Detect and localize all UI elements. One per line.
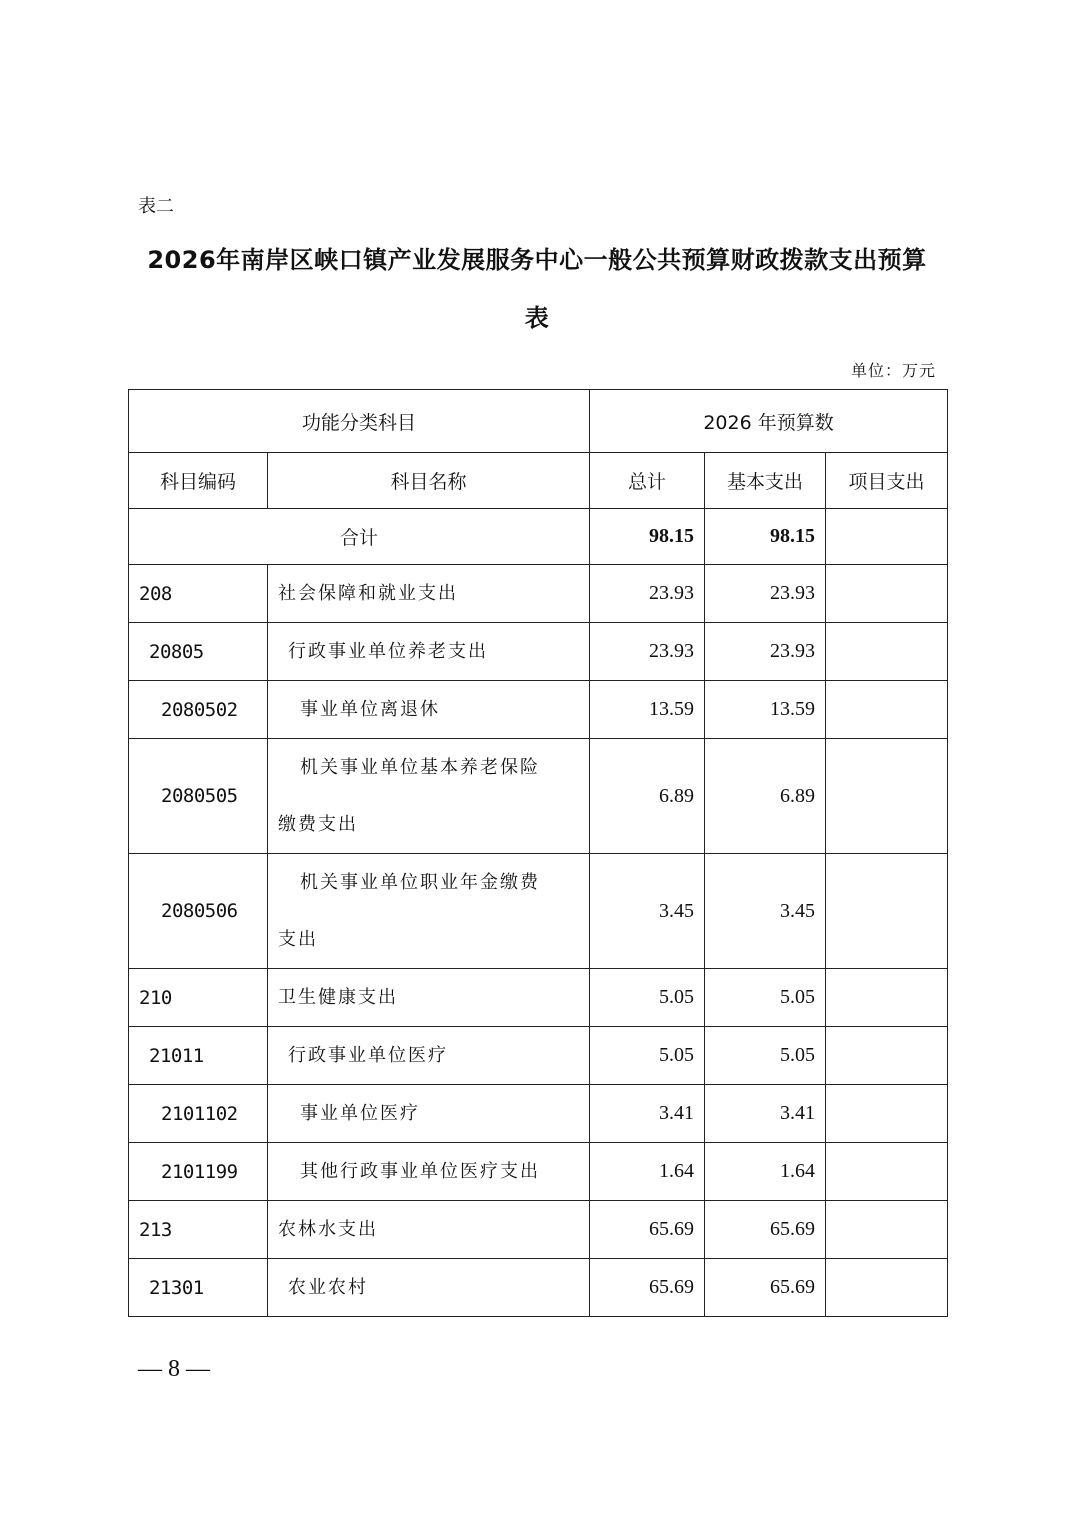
row-project: [826, 565, 948, 623]
row-code: 210: [129, 969, 268, 1027]
row-total: 5.05: [590, 969, 705, 1027]
row-project: [826, 1027, 948, 1085]
table-row: [129, 1143, 948, 1201]
row-code: 208: [129, 565, 268, 623]
header-row-group: [129, 390, 948, 453]
table-row: [129, 1201, 948, 1259]
unit-label: 单位：万元: [850, 361, 936, 380]
row-name: 卫生健康支出: [268, 969, 590, 1027]
header-code: 科目编码: [129, 453, 268, 509]
budget-table: [128, 389, 948, 1317]
row-code: 21301: [129, 1259, 268, 1317]
row-name: 事业单位医疗: [268, 1085, 590, 1143]
row-total: 3.41: [590, 1085, 705, 1143]
row-code: 21011: [129, 1027, 268, 1085]
document-title-continued: 表: [524, 304, 550, 332]
row-basic: 3.41: [705, 1085, 826, 1143]
table-row: [129, 854, 948, 969]
total-label: 合计: [129, 509, 590, 565]
row-project: [826, 623, 948, 681]
header-row-columns: [129, 453, 948, 509]
total-total: 98.15: [590, 509, 705, 565]
total-row: [129, 509, 948, 565]
table-label: 表二: [138, 196, 174, 217]
row-code: 2080506: [129, 854, 268, 969]
total-project: [826, 509, 948, 565]
row-total: 6.89: [590, 739, 705, 854]
header-budget-2026: 2026 年预算数: [590, 390, 948, 453]
row-total: 23.93: [590, 623, 705, 681]
row-name: 行政事业单位医疗: [268, 1027, 590, 1085]
row-name-line2: 支出: [278, 929, 318, 950]
row-project: [826, 681, 948, 739]
header-basic: 基本支出: [705, 453, 826, 509]
row-code: 20805: [129, 623, 268, 681]
table-row: [129, 1259, 948, 1317]
row-name: 农业农村: [268, 1259, 590, 1317]
header-functional-classification: 功能分类科目: [129, 390, 590, 453]
row-name: 社会保障和就业支出: [268, 565, 590, 623]
row-code: 213: [129, 1201, 268, 1259]
document-title: 2026年南岸区峡口镇产业发展服务中心一般公共预算财政拨款支出预算: [147, 246, 927, 274]
row-name-line1: 机关事业单位职业年金缴费: [300, 872, 540, 893]
row-basic: 23.93: [705, 623, 826, 681]
row-name: 事业单位离退休: [268, 681, 590, 739]
row-name-line1: 机关事业单位基本养老保险: [300, 757, 540, 778]
header-total: 总计: [590, 453, 705, 509]
row-project: [826, 1143, 948, 1201]
row-basic: 3.45: [705, 854, 826, 969]
header-project: 项目支出: [826, 453, 948, 509]
row-project: [826, 969, 948, 1027]
row-project: [826, 1085, 948, 1143]
row-basic: 65.69: [705, 1259, 826, 1317]
row-name: 其他行政事业单位医疗支出: [268, 1143, 590, 1201]
row-project: [826, 1201, 948, 1259]
row-name: [268, 739, 590, 854]
table-row: [129, 623, 948, 681]
row-total: 3.45: [590, 854, 705, 969]
table-row: [129, 739, 948, 854]
row-name: 农林水支出: [268, 1201, 590, 1259]
row-code: 2101102: [129, 1085, 268, 1143]
row-total: 13.59: [590, 681, 705, 739]
table-row: [129, 681, 948, 739]
row-project: [826, 739, 948, 854]
row-basic: 1.64: [705, 1143, 826, 1201]
row-project: [826, 1259, 948, 1317]
row-basic: 23.93: [705, 565, 826, 623]
row-total: 65.69: [590, 1201, 705, 1259]
table-row: [129, 969, 948, 1027]
row-total: 5.05: [590, 1027, 705, 1085]
row-basic: 6.89: [705, 739, 826, 854]
table-row: [129, 1027, 948, 1085]
total-basic: 98.15: [705, 509, 826, 565]
row-name: [268, 854, 590, 969]
row-name: 行政事业单位养老支出: [268, 623, 590, 681]
row-basic: 5.05: [705, 969, 826, 1027]
table-row: [129, 1085, 948, 1143]
row-basic: 65.69: [705, 1201, 826, 1259]
row-basic: 5.05: [705, 1027, 826, 1085]
header-name: 科目名称: [268, 453, 590, 509]
row-code: 2080505: [129, 739, 268, 854]
row-code: 2101199: [129, 1143, 268, 1201]
row-total: 65.69: [590, 1259, 705, 1317]
row-basic: 13.59: [705, 681, 826, 739]
row-name-line2: 缴费支出: [278, 814, 358, 835]
table-row: [129, 565, 948, 623]
row-total: 23.93: [590, 565, 705, 623]
row-total: 1.64: [590, 1143, 705, 1201]
page-number: — 8 —: [138, 1356, 210, 1382]
row-project: [826, 854, 948, 969]
row-code: 2080502: [129, 681, 268, 739]
